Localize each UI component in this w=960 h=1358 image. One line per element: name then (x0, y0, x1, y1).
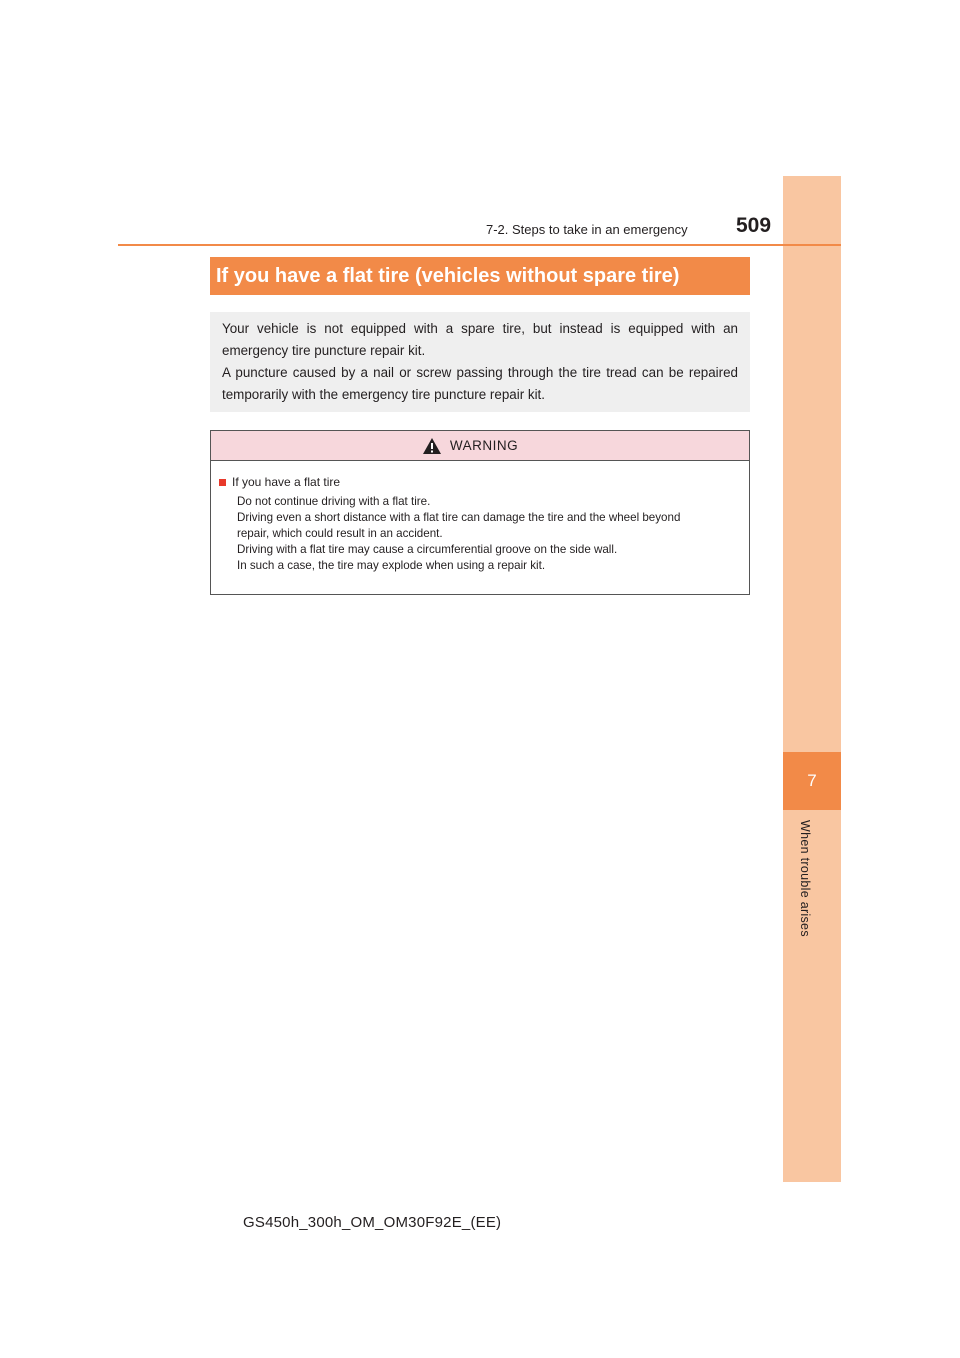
warning-line: In such a case, the tire may explode when using a repair kit. (237, 559, 546, 572)
warning-item-title-text: If you have a flat tire (232, 475, 341, 489)
running-header-section: 7-2. Steps to take in an emergency (486, 222, 688, 237)
warning-label: WARNING (449, 438, 519, 453)
square-bullet-icon (219, 479, 226, 486)
warning-line: Driving even a short distance with a flat tire can damage the tire and the wheel beyond (237, 511, 681, 524)
warning-item-title (219, 475, 739, 489)
warning-line: Driving with a flat tire may cause a circumferential groove on the side wall. (237, 543, 618, 556)
page-number: 509 (736, 214, 772, 237)
chapter-title-vertical: When trouble arises (798, 820, 812, 937)
warning-box (210, 430, 750, 595)
warning-body (211, 461, 749, 574)
chapter-number-block (783, 752, 841, 810)
intro-box (210, 312, 750, 412)
intro-paragraph-2: A puncture caused by a nail or screw passing through the tire tread can be repaired temporarily with the emergency tire puncture repair kit. (222, 365, 738, 402)
warning-triangle-icon (422, 437, 442, 455)
warning-text (237, 494, 739, 574)
intro-paragraph-1: Your vehicle is not equipped with a spare tire, but instead is equipped with an emergency tire puncture repair kit. (222, 321, 738, 358)
section-heading: If you have a flat tire (vehicles without spare tire) (210, 257, 750, 295)
header-divider (118, 244, 841, 246)
chapter-side-tab (783, 176, 841, 1182)
warning-line: Do not continue driving with a flat tire. (237, 495, 431, 508)
warning-line: repair, which could result in an accident. (237, 527, 443, 540)
chapter-number: 7 (807, 771, 817, 790)
footer-document-code: GS450h_300h_OM_OM30F92E_(EE) (243, 1214, 502, 1231)
warning-header (211, 431, 749, 461)
